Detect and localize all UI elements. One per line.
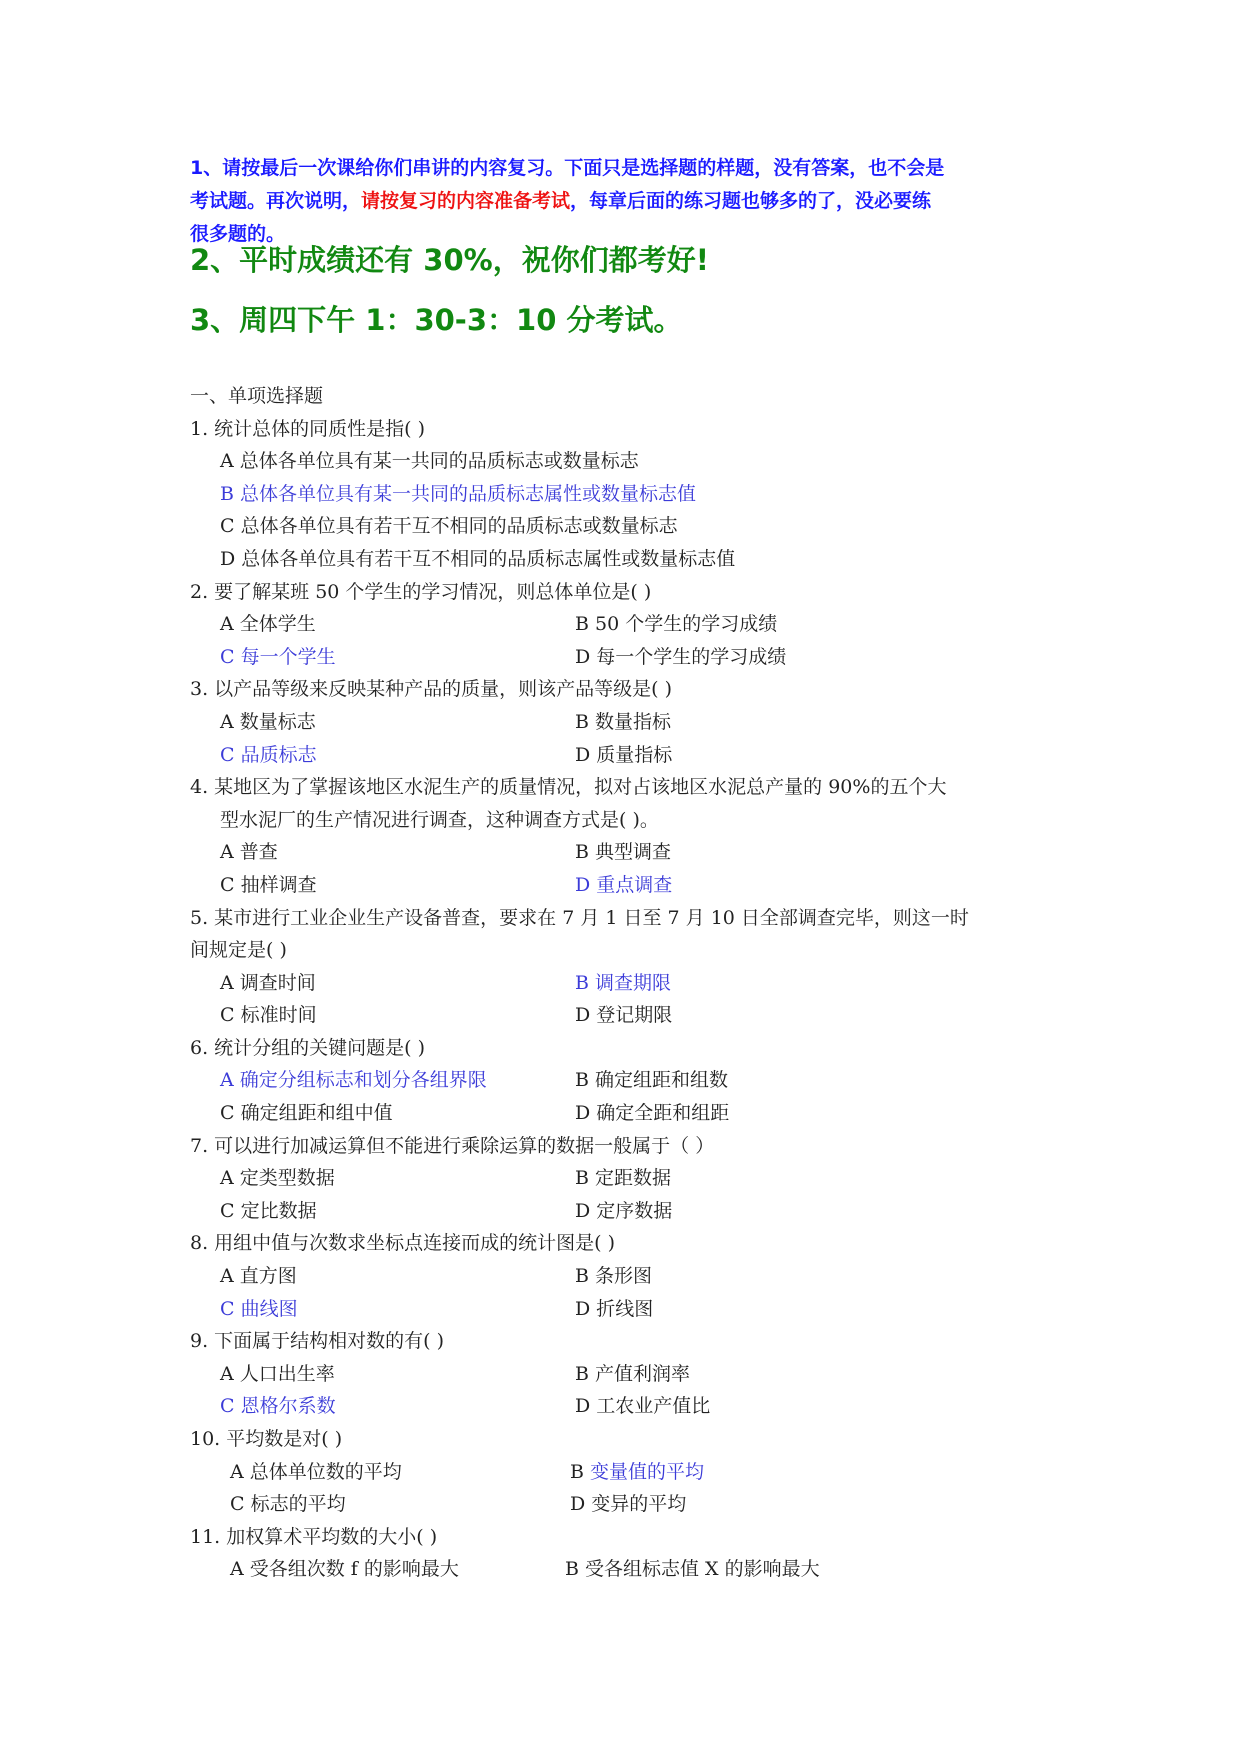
- option-row: [190, 1064, 1090, 1097]
- option-b: B 数量指标: [575, 710, 672, 733]
- option-row: [190, 1293, 1090, 1326]
- option-a: A 数量标志: [220, 710, 316, 733]
- option-row: [190, 1456, 1090, 1489]
- option-row: [190, 836, 1090, 869]
- option-b: B 条形图: [575, 1265, 653, 1288]
- option-d: D 折线图: [575, 1297, 654, 1320]
- option-row: [190, 869, 1090, 902]
- option-a: A 全体学生: [220, 613, 316, 636]
- option-a: A 直方图: [220, 1265, 297, 1288]
- option-b-prefix: B: [570, 1460, 591, 1483]
- option-d: D 登记期限: [575, 1004, 673, 1027]
- option-d: D 确定全距和组距: [575, 1102, 730, 1125]
- option-b: B 产值利润率: [575, 1362, 691, 1385]
- option-row: [190, 1390, 1090, 1423]
- notice-text: ，每章后面的练习题也够多的了，没必要练: [570, 190, 932, 212]
- option-c: C 总体各单位具有若干互不相同的品质标志或数量标志: [220, 515, 678, 538]
- question-stem: 7. 可以进行加减运算但不能进行乘除运算的数据一般属于（ ）: [190, 1134, 715, 1157]
- option-row: [190, 999, 1090, 1032]
- option-c: C 定比数据: [220, 1199, 317, 1222]
- option-b: B 确定组距和组数: [575, 1069, 729, 1092]
- option-c: C 标准时间: [220, 1004, 317, 1027]
- option-d-answer: D 重点调查: [575, 873, 673, 896]
- exam-notice: [190, 152, 1070, 251]
- notice-line: 很多题的。: [190, 223, 286, 245]
- option-d: D 质量指标: [575, 743, 673, 766]
- option-row: [190, 1553, 1090, 1586]
- notice-line: [190, 185, 1070, 218]
- option-d: D 每一个学生的学习成绩: [575, 645, 787, 668]
- option-row: [190, 1097, 1090, 1130]
- option-row: [190, 706, 1090, 739]
- option-a: A 总体单位数的平均: [230, 1460, 402, 1483]
- option-row: [190, 1195, 1090, 1228]
- option-a: A 调查时间: [220, 971, 316, 994]
- option-d: D 变异的平均: [570, 1493, 687, 1516]
- option-c-answer: C 每一个学生: [220, 645, 336, 668]
- option-d: D 工农业产值比: [575, 1395, 711, 1418]
- question-list: [190, 380, 1090, 1586]
- option-c: C 确定组距和组中值: [220, 1102, 393, 1125]
- option-b: B 定距数据: [575, 1167, 672, 1190]
- question-stem: 10. 平均数是对( ): [190, 1428, 343, 1450]
- option-row: [190, 641, 1090, 674]
- option-a: A 普查: [220, 841, 278, 864]
- option-row: [190, 1162, 1090, 1195]
- option-a: A 定类型数据: [220, 1167, 335, 1190]
- question-stem: 1. 统计总体的同质性是指( ): [190, 417, 426, 440]
- option-d: D 总体各单位具有若干互不相同的品质标志属性或数量标志值: [220, 547, 736, 570]
- option-row: [190, 608, 1090, 641]
- option-b: B 典型调查: [575, 841, 672, 864]
- notice-highlight: 请按复习的内容准备考试: [361, 190, 571, 212]
- option-c-answer: C 曲线图: [220, 1297, 298, 1320]
- option-b-answer: 变量值的平均: [590, 1460, 705, 1483]
- option-a: A 人口出生率: [220, 1362, 335, 1385]
- section-title: 一、单项选择题: [190, 385, 324, 407]
- option-a-answer: A 确定分组标志和划分各组界限: [220, 1069, 487, 1092]
- option-row: [190, 967, 1090, 1000]
- exam-time-notice: 3、周四下午 1：30-3：10 分考试。: [190, 303, 683, 337]
- question-stem: 8. 用组中值与次数求坐标点连接而成的统计图是( ): [190, 1232, 616, 1255]
- notice-line: 1、请按最后一次课给你们串讲的内容复习。下面只是选择题的样题，没有答案，也不会是: [190, 157, 945, 179]
- option-b-answer: B 调查期限: [575, 971, 672, 994]
- option-a: A 受各组次数 f 的影响最大: [230, 1558, 459, 1581]
- question-stem: 3. 以产品等级来反映某种产品的质量，则该产品等级是( ): [190, 678, 673, 701]
- question-stem-cont: 型水泥厂的生产情况进行调查，这种调查方式是( )。: [220, 808, 659, 831]
- option-a: A 总体各单位具有某一共同的品质标志或数量标志: [220, 450, 639, 473]
- option-c: C 标志的平均: [230, 1493, 346, 1516]
- option-row: [190, 1488, 1090, 1521]
- option-c-answer: C 品质标志: [220, 743, 317, 766]
- grade-notice: 2、平时成绩还有 30%，祝你们都考好!: [190, 243, 709, 277]
- option-b: [570, 1456, 704, 1489]
- question-stem: 9. 下面属于结构相对数的有( ): [190, 1330, 445, 1353]
- option-d: D 定序数据: [575, 1199, 673, 1222]
- option-row: [190, 1358, 1090, 1391]
- question-stem-cont: 间规定是( ): [190, 939, 287, 962]
- question-stem: 4. 某地区为了掌握该地区水泥生产的质量情况，拟对占该地区水泥总产量的 90%的五个大: [190, 776, 947, 799]
- question-stem: 5. 某市进行工业企业生产设备普查，要求在 7 月 1 日至 7 月 10 日全部调查完毕，则这一时: [190, 906, 969, 929]
- option-b: B 受各组标志值 X 的影响最大: [565, 1558, 820, 1581]
- option-row: [190, 1260, 1090, 1293]
- option-b: B 50 个学生的学习成绩: [575, 613, 778, 636]
- question-stem: 2. 要了解某班 50 个学生的学习情况，则总体单位是( ): [190, 580, 652, 603]
- question-stem: 11. 加权算术平均数的大小( ): [190, 1525, 438, 1548]
- option-row: [190, 739, 1090, 772]
- question-stem: 6. 统计分组的关键问题是( ): [190, 1036, 426, 1059]
- notice-text: 考试题。再次说明，: [190, 190, 362, 212]
- option-b-answer: B 总体各单位具有某一共同的品质标志属性或数量标志值: [220, 482, 697, 505]
- option-c: C 抽样调查: [220, 873, 317, 896]
- option-c-answer: C 恩格尔系数: [220, 1395, 336, 1418]
